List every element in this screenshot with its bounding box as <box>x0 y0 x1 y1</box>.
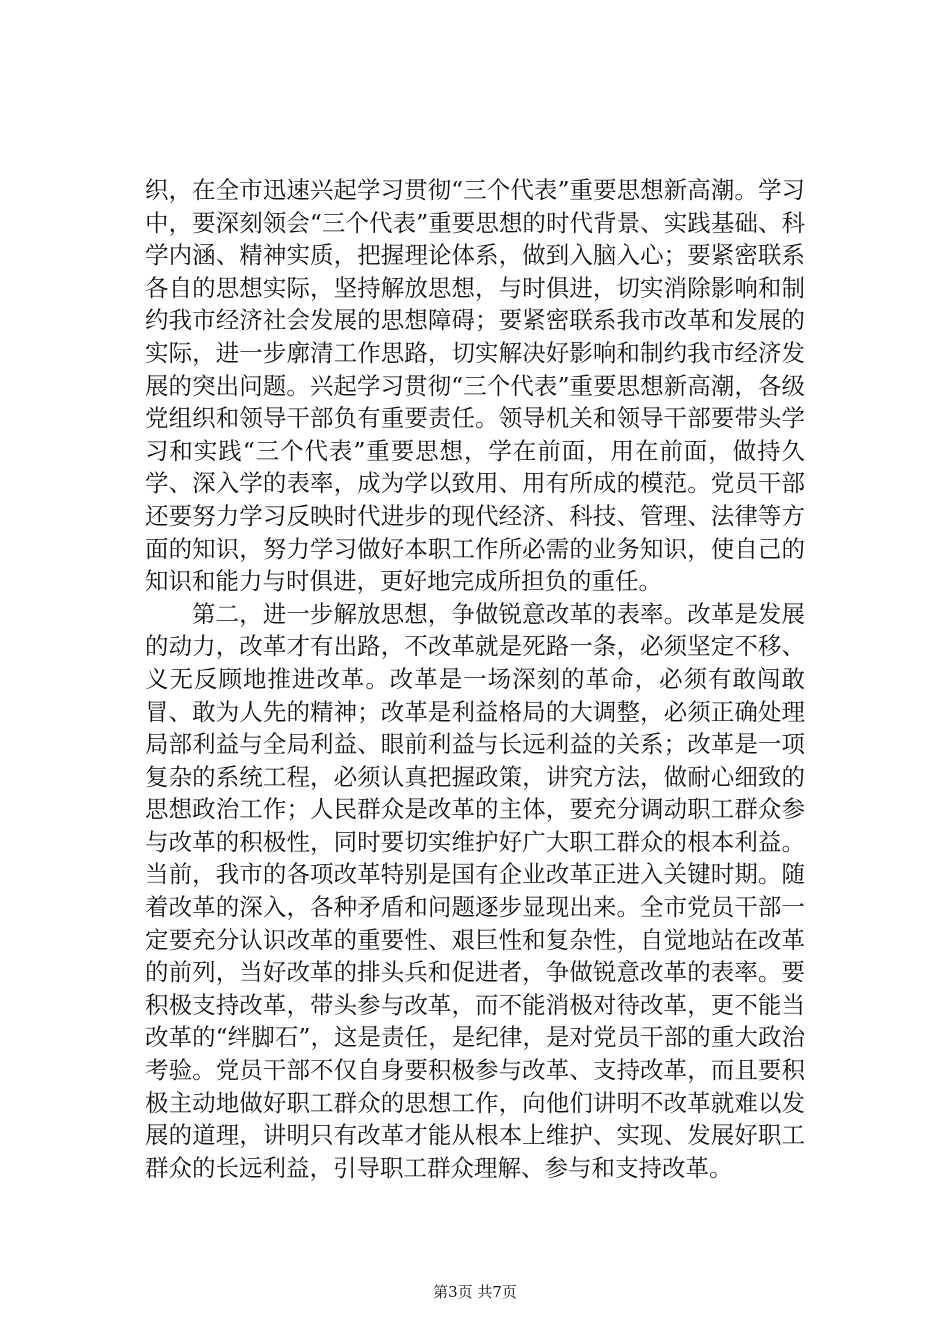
document-body <box>145 174 805 1184</box>
page-footer <box>0 1282 950 1302</box>
paragraph-2: 第二，进一步解放思想，争做锐意改革的表率。改革是发展的动力，改革才有出路，不改革就是死路一条，必须坚定不移、义无反顾地推进改革。改革是一场深刻的革命，必须有敢闯敢冒、敢为人先的精神；改革是利益格局的大调整，必须正确处理局部利益与全局利益、眼前利益与长远利益的关系；改革是一项复杂的系统工程，必须认真把握政策，讲究方法，做耐心细致的思想政治工作；人民群众是改革的主体，要充分调动职工群众参与改革的积极性，同时要切实维护好广大职工群众的根本利益。当前，我市的各项改革特别是国有企业改革正进入关键时期。随着改革的深入，各种矛盾和问题逐步显现出来。全市党员干部一定要充分认识改革的重要性、艰巨性和复杂性，自觉地站在改革的前列，当好改革的排头兵和促进者，争做锐意改革的表率。要积极支持改革，带头参与改革，而不能消极对待改革，更不能当改革的“绊脚石”，这是责任，是纪律，是对党员干部的重大政治考验。党员干部不仅自身要积极参与改革、支持改革，而且要积极主动地做好职工群众的思想工作，向他们讲明不改革就难以发展的道理，讲明只有改革才能从根本上维护、实现、发展好职工群众的长远利益，引导职工群众理解、参与和支持改革。 <box>145 599 805 1182</box>
page-number: 第3页 共7页 <box>433 1283 517 1301</box>
paragraph-1: 织，在全市迅速兴起学习贯彻“三个代表”重要思想新高潮。学习中，要深刻领会“三个代表”重要思想的时代背景、实践基础、科学内涵、精神实质，把握理论体系，做到入脑入心；要紧密联系各自的思想实际，坚持解放思想，与时俱进，切实消除影响和制约我市经济社会发展的思想障碍；要紧密联系我市改革和发展的实际，进一步廓清工作思路，切实解决好影响和制约我市经济发展的突出问题。兴起学习贯彻“三个代表”重要思想新高潮，各级党组织和领导干部负有重要责任。领导机关和领导干部要带头学习和实践“三个代表”重要思想，学在前面，用在前面，做持久学、深入学的表率，成为学以致用、用有所成的模范。党员干部还要努力学习反映时代进步的现代经济、科技、管理、法律等方面的知识，努力学习做好本职工作所必需的业务知识，使自己的知识和能力与时俱进，更好地完成所担负的重任。 <box>145 176 805 596</box>
